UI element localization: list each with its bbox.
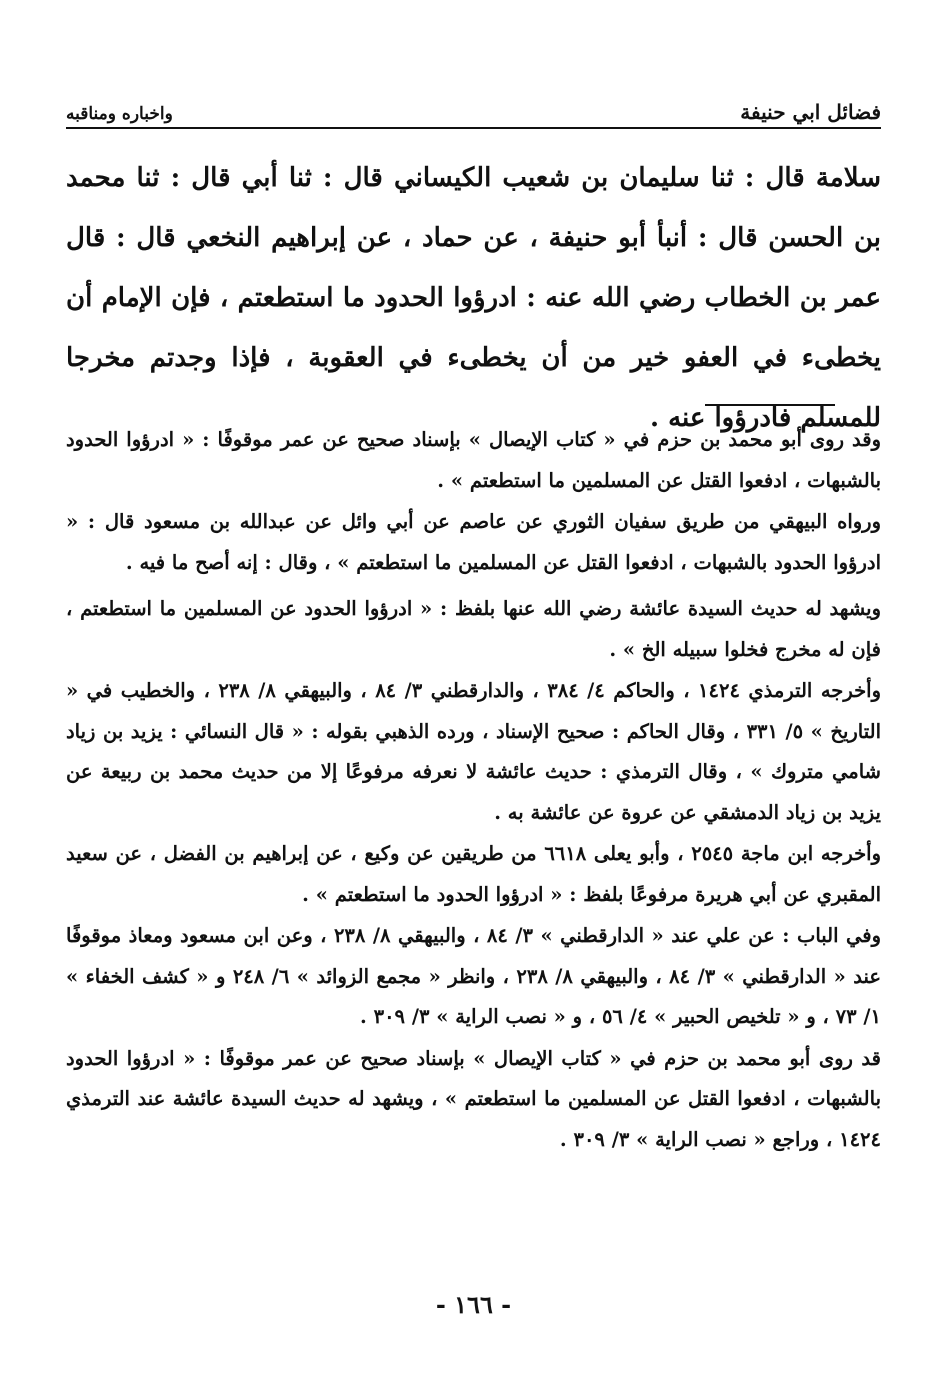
- footnote-paragraph: وأخرجه ابن ماجة ٢٥٤٥ ، وأبو يعلى ٦٦١٨ من طريقين عن وكيع ، عن إبراهيم بن الفضل ، عن سعيد المقبري عن أبي هريرة مرفوعًا بلفظ : « ادرؤوا الحدود ما استطعتم » .: [66, 842, 882, 906]
- footnote-paragraph: ويشهد له حديث السيدة عائشة رضي الله عنها بلفظ : « ادرؤوا الحدود عن المسلمين ما استطعتم ، فإن له مخرج فخلوا سبيله الخ » .: [66, 597, 881, 661]
- footnote-paragraph: وفي الباب : عن علي عند « الدارقطني » ٣/ ٨٤ ، والبيهقي ٨/ ٢٣٨ ، وعن ابن مسعود ومعاذ موقوفًا عند « الدارقطني » ٣/ ٨٤ ، والبيهقي ٨/ ٢٣٨ ، وانظر « مجمع الزوائد » ٦/ ٢٤٨ و « كشف الخفاء » ١/ ٧٣ ، و « تلخيص الحبير » ٤/ ٥٦ ، و « نصب الراية » ٣/ ٣٠٩ .: [66, 924, 881, 1028]
- header-section-title: واخباره ومناقبه: [66, 104, 173, 124]
- main-text: سلامة قال : ثنا سليمان بن شعيب الكيساني قال : ثنا أبي قال : ثنا محمد بن الحسن قال : أنبأ أبو حنيفة ، عن حماد ، عن إبراهيم النخعي قال : قال عمر بن الخطاب رضي الله عنه : ادرؤوا الحدود ما استطعتم ، فإن الإمام أن يخطىء في العفو خير من أن يخطىء في العقوبة ، فإذا وجدتم مخرجا للمسلم فادرؤوا عنه .: [66, 163, 882, 433]
- header-rule: [66, 127, 881, 129]
- footnote-paragraph: وأخرجه الترمذي ١٤٢٤ ، والحاكم ٤/ ٣٨٤ ، والدارقطني ٣/ ٨٤ ، والبيهقي ٨/ ٢٣٨ ، والخطيب في « التاريخ » ٥/ ٣٣١ ، وقال الحاكم : صحيح الإسناد ، ورده الذهبي بقوله : « قال النسائي : يزيد بن زياد شامي متروك » ، وقال الترمذي : حديث عائشة لا نعرفه مرفوعًا إلا من حديث محمد بن ربيعة عن يزيد بن زياد الدمشقي عن عروة عن عائشة به .: [66, 679, 881, 824]
- page-number: - ١٦٦ -: [435, 1290, 512, 1319]
- footnote-paragraph: قد روى أبو محمد بن حزم في « كتاب الإيصال » بإسناد صحيح عن عمر موقوفًا : « ادرؤوا الحدود بالشبهات ، ادفعوا القتل عن المسلمين ما استطعتم » ، ويشهد له حديث السيدة عائشة عند الترمذي ١٤٢٤ ، وراجع « نصب الراية » ٣/ ٣٠٩ .: [66, 1046, 881, 1151]
- footnote-separator: [705, 404, 835, 406]
- footnote-paragraph: وقد روى أبو محمد بن حزم في « كتاب الإيصال » بإسناد صحيح عن عمر موقوفًا : « ادرؤوا الحدود بالشبهات ، ادفعوا القتل عن المسلمين ما استطعتم » .: [66, 428, 881, 492]
- header-book-title: فضائل ابي حنيفة: [740, 100, 881, 124]
- running-header: [66, 88, 881, 124]
- footnotes: [66, 420, 881, 1161]
- footnote-paragraph: ورواه البيهقي من طريق سفيان الثوري عن عاصم عن أبي وائل عن عبدالله بن مسعود قال : « ادرؤوا الحدود بالشبهات ، ادفعوا القتل عن المسلمين ما استطعتم » ، وقال : إنه أصح ما فيه .: [66, 510, 881, 574]
